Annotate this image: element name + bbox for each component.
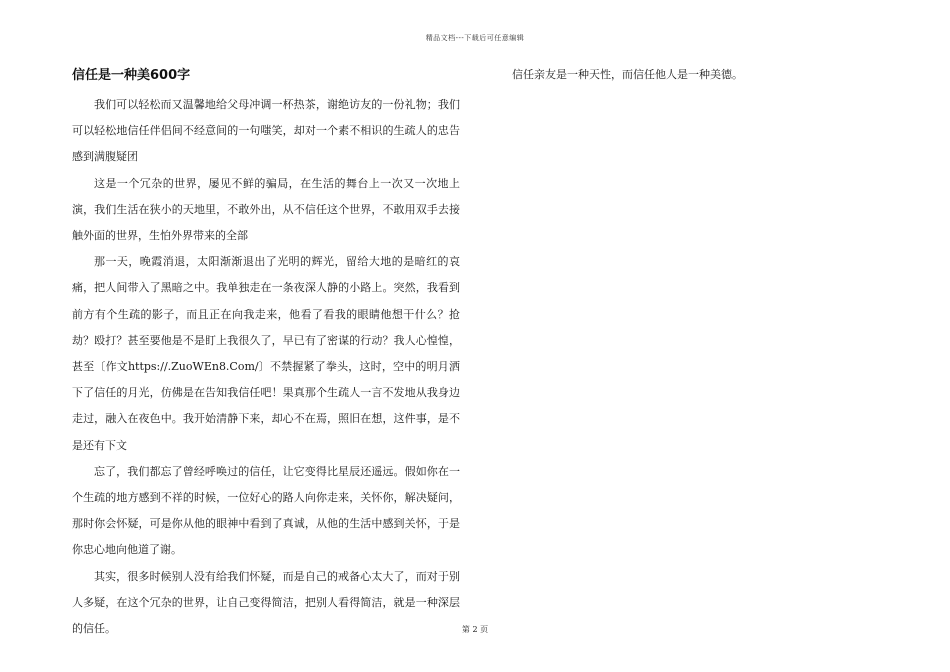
continuation-paragraph: 信任亲友是一种天性，而信任他人是一种美德。 (512, 68, 743, 81)
left-column (72, 62, 460, 642)
paragraph-1: 我们可以轻松而又温馨地给父母冲调一杯热茶，谢绝访友的一份礼物；我们可以轻松地信任伴侣间不经意间的一句嗤笑，却对一个素不相识的生疏人的忠告感到满腹疑团 (72, 98, 460, 164)
right-column (512, 62, 892, 88)
paragraph-5: 其实，很多时候别人没有给我们怀疑，而是自己的戒备心太大了，而对于别人多疑，在这个冗杂的世界，让自己变得简洁，把别人看得简洁，就是一种深层的信任。 (72, 569, 460, 636)
paragraph-2: 这是一个冗杂的世界，屡见不鲜的骗局，在生活的舞台上一次又一次地上演，我们生活在狭小的天地里，不敢外出，从不信任这个世界，不敢用双手去接触外面的世界，生怕外界带来的全部 (72, 176, 460, 243)
paragraph-4: 忘了，我们都忘了曾经呼唤过的信任，让它变得比星辰还遥远。假如你在一个生疏的地方感到不祥的时候，一位好心的路人向你走来，关怀你，解决疑问，那时你会怀疑，可是你从他的眼神中看到了真诚，从他的生活中感到关怀，于是你忠心地向他道了谢。 (72, 464, 460, 557)
page-number: 第 2 页 (461, 625, 489, 634)
article-title: 信任是一种美600字 (72, 68, 191, 83)
page-header: 精品文档---下载后可任意编辑 (425, 34, 525, 42)
paragraph-3: 那一天，晚霞消退，太阳渐渐退出了光明的辉光，留给大地的是暗红的哀痛，把人间带入了黑暗之中。我单独走在一条夜深人静的小路上。突然，我看到前方有个生疏的影子，而且正在向我走来，他看了看我的眼睛他想干什么？抢劫？殴打？甚至要他是不是盯上我很久了，早已有了密谋的行动？我人心惶惶，甚至〔作文https://.ZuoWEn8.Com/〕不禁握紧了拳头，这时，空中的明月洒下了信任的月光，仿佛是在告知我信任吧！果真那个生疏人一言不发地从我身边走过，融入在夜色中。我开始清静下来，却心不在焉，照旧在想，这件事，是不是还有下文 (72, 255, 460, 452)
